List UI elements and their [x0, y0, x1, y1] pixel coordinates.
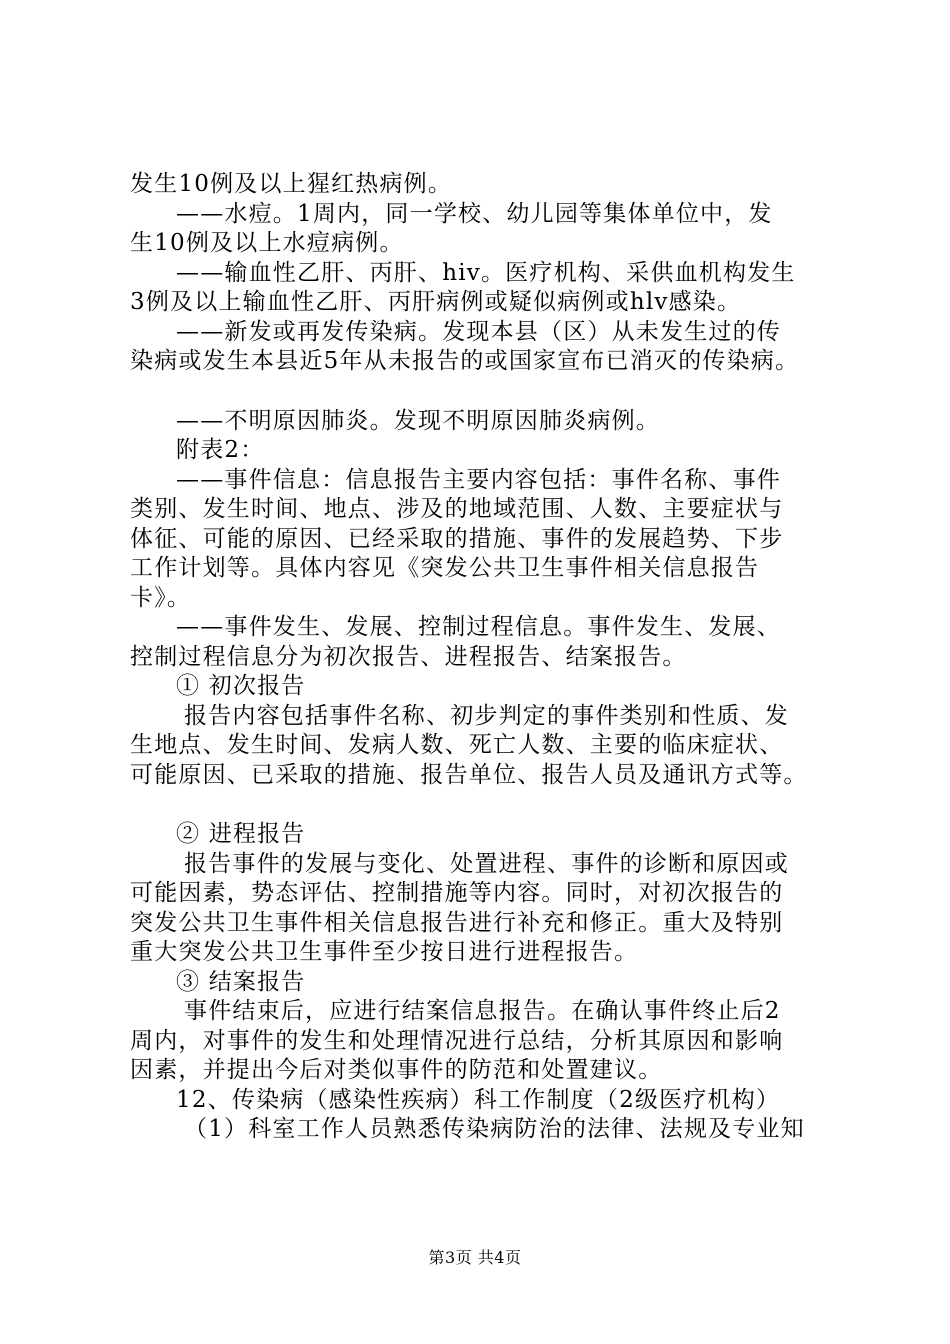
text-line: ——不明原因肺炎。发现不明原因肺炎病例。	[176, 407, 660, 434]
text-line: 事件结束后，应进行结案信息报告。在确认事件终止后2	[184, 998, 781, 1024]
text-line: 生10例及以上水痘病例。	[130, 230, 404, 256]
text-line: 生地点、发生时间、发病人数、死亡人数、主要的临床症状、	[130, 732, 784, 758]
text-line: 因素，并提出今后对类似事件的防范和处置建议。	[130, 1057, 663, 1083]
text-line: 报告内容包括事件名称、初步判定的事件类别和性质、发	[184, 702, 789, 729]
text-line: 发生10例及以上猩红热病例。	[130, 171, 453, 197]
text-line: 突发公共卫生事件相关信息报告进行补充和修正。重大及特别	[130, 909, 784, 936]
paragraph-gap	[130, 377, 850, 407]
text-line: ——输血性乙肝、丙肝、hiv。医疗机构、采供血机构发生	[176, 259, 796, 286]
text-line: 类别、发生时间、地点、涉及的地域范围、人数、主要症状与	[130, 496, 784, 522]
paragraph-gap	[130, 790, 850, 820]
text-line: 可能原因、已采取的措施、报告单位、报告人员及通讯方式等。	[130, 761, 808, 788]
text-line: （1）科室工作人员熟悉传染病防治的法律、法规及专业知	[184, 1116, 805, 1142]
text-line: 体征、可能的原因、已经采取的措施、事件的发展趋势、下步	[130, 525, 784, 552]
text-line: 周内，对事件的发生和处理情况进行总结，分析其原因和影响	[130, 1027, 784, 1054]
text-line: 可能因素，势态评估、控制措施等内容。同时，对初次报告的	[130, 880, 784, 906]
section-heading-closing-report: ③ 结案报告	[176, 968, 306, 995]
text-line: 卡》。	[130, 584, 192, 611]
page-number-footer: 第3页 共4页	[428, 1248, 522, 1267]
text-line: ——事件信息：信息报告主要内容包括：事件名称、事件	[176, 466, 781, 493]
text-line: 控制过程信息分为初次报告、进程报告、结案报告。	[130, 643, 687, 670]
text-line: 3例及以上输血性乙肝、丙肝病例或疑似病例或hlv感染。	[130, 289, 742, 315]
text-line: 染病或发生本县近5年从未报告的或国家宣布已消灭的传染病。	[130, 348, 800, 374]
text-line: ——水痘。1周内，同一学校、幼儿园等集体单位中，发	[176, 200, 773, 227]
section-heading-infectious-dept: 12、传染病（感染性疾病）科工作制度（2级医疗机构）	[176, 1086, 781, 1113]
text-line: ——新发或再发传染病。发现本县（区）从未发生过的传	[176, 318, 781, 345]
text-line: 报告事件的发展与变化、处置进程、事件的诊断和原因或	[184, 850, 789, 877]
text-line: 重大突发公共卫生事件至少按日进行进程报告。	[130, 939, 639, 965]
appendix-heading: 附表2：	[176, 437, 265, 463]
section-heading-progress-report: ② 进程报告	[176, 821, 306, 847]
section-heading-initial-report: ① 初次报告	[176, 673, 306, 699]
document-body	[130, 170, 850, 1145]
text-line: ——事件发生、发展、控制过程信息。事件发生、发展、	[176, 614, 781, 640]
text-line: 工作计划等。具体内容见《突发公共卫生事件相关信息报告	[130, 555, 760, 581]
